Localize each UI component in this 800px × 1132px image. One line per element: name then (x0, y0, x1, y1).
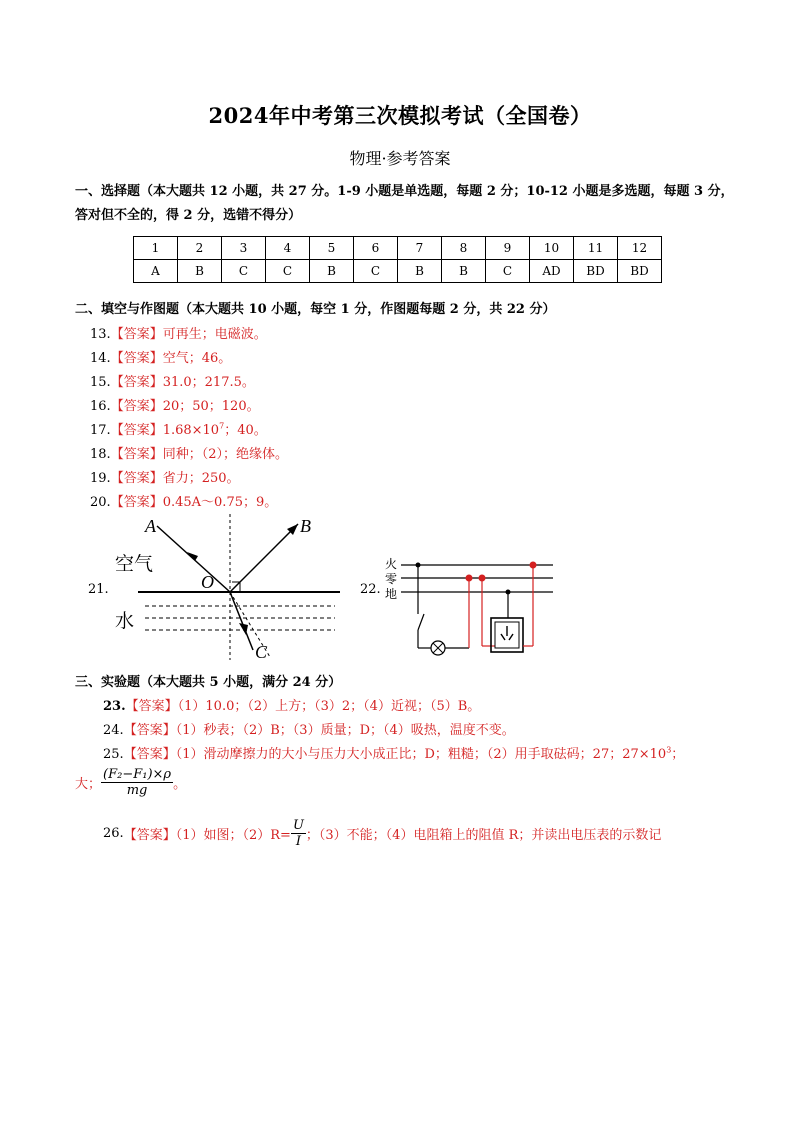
section3-heading: 三、实验题（本大题共 5 小题，满分 24 分） (75, 675, 342, 690)
answer-text: 同种；（2）；绝缘体。 (162, 447, 288, 462)
answer-text: 1.68×10 (162, 423, 220, 438)
answer-text: ；40。 (224, 423, 267, 438)
answer-text: 31.0；217.5。 (162, 375, 255, 390)
fraction-denominator: I (295, 834, 301, 849)
refraction-diagram (105, 512, 345, 662)
table-cell: 12 (618, 237, 662, 260)
figure22-number: 22. (360, 582, 381, 597)
table-cell: 4 (266, 237, 310, 260)
table-cell: BD (574, 260, 618, 283)
answer-text: ；（3）不能；（4）电阻箱上的阻值 R；并读出电压表的示数记 (305, 828, 662, 843)
table-cell: 1 (134, 237, 178, 260)
section1-heading-line1: 一、选择题（本大题共 12 小题，共 27 分。1-9 小题是单选题，每题 2 分；10-12 小题是多选题，每题 3 分， (75, 184, 734, 199)
table-cell: 5 (310, 237, 354, 260)
water-label: 水 (115, 610, 135, 632)
answer-tag: 【答案】 (110, 375, 163, 390)
answer-item (90, 371, 255, 390)
table-cell: 8 (442, 237, 486, 260)
table-cell: BD (618, 260, 662, 283)
table-cell: 6 (354, 237, 398, 260)
table-cell: C (486, 260, 530, 283)
answer-tag: 【答案】 (110, 471, 163, 486)
answer-tag: 【答案】 (110, 327, 163, 342)
answer-text: （1）如图；（2）R= (175, 828, 291, 843)
table-cell: B (398, 260, 442, 283)
answer-table (133, 236, 662, 283)
fraction-numerator: U (292, 818, 304, 833)
fraction-numerator: (F₂−F₁)×ρ (103, 767, 172, 782)
answer-item (90, 323, 267, 342)
answer-tag: 【答案】 (110, 447, 163, 462)
answer-tag: 【答案】 (125, 699, 178, 714)
label-a: A (145, 516, 156, 536)
answer-item (103, 719, 515, 738)
answer-text: （1）10.0；（2）上方；（3）2；（4）近视；（5）B。 (177, 699, 481, 714)
table-cell: B (178, 260, 222, 283)
exponent: 7 (219, 421, 225, 431)
question-number: 26. (103, 826, 124, 841)
answer-tag: 【答案】 (110, 399, 163, 414)
live-wire-label: 火 (385, 557, 398, 571)
circuit-diagram (383, 556, 558, 661)
question-number: 16. (90, 399, 111, 414)
table-cell: 7 (398, 237, 442, 260)
answer-table-number-row (134, 237, 662, 260)
table-cell: AD (530, 260, 574, 283)
answer-text: （1）秒表；（2）B；（3）质量；D；（4）吸热，温度不变。 (175, 723, 515, 738)
answer-text: （1）滑动摩擦力的大小与压力大小成正比；D；粗糙；（2）用手取砝码；27；27×10 (175, 747, 667, 762)
answer-text: 0.45A～0.75；9。 (162, 495, 278, 510)
answer-text: 大； (75, 777, 102, 792)
arrow-icon (187, 552, 198, 561)
fraction-denominator: mg (126, 783, 148, 798)
label-c: C (255, 642, 268, 662)
ground-wire-label: 地 (385, 587, 398, 601)
section1-heading-line2: 答对但不全的，得 2 分，选错不得分） (75, 208, 302, 223)
question-number: 14. (90, 351, 111, 366)
answer-tag: 【答案】 (110, 351, 163, 366)
answer-item (90, 347, 231, 366)
answer-text: ； (671, 747, 685, 762)
fraction (101, 767, 173, 798)
answer-text: 可再生；电磁波。 (162, 327, 267, 342)
answer-text: 。 (173, 777, 187, 792)
question-number: 13. (90, 327, 111, 342)
answer-item-continued (75, 767, 186, 798)
table-cell: B (442, 260, 486, 283)
answer-tag: 【答案】 (110, 495, 163, 510)
page-subtitle: 物理·参考答案 (349, 149, 451, 168)
answer-item (103, 818, 661, 849)
question-number: 20. (90, 495, 111, 510)
table-cell: C (222, 260, 266, 283)
fraction (291, 818, 306, 849)
answer-text: 省力；250。 (162, 471, 240, 486)
table-cell: C (266, 260, 310, 283)
answer-item (90, 395, 260, 414)
section2-heading: 二、填空与作图题（本大题共 10 小题，每空 1 分，作图题每题 2 分，共 22 分） (75, 302, 556, 317)
question-number: 18. (90, 447, 111, 462)
table-cell: 11 (574, 237, 618, 260)
page-title: 2024年中考第三次模拟考试（全国卷） (208, 103, 592, 128)
table-cell: A (134, 260, 178, 283)
answer-item (103, 695, 480, 714)
air-label: 空气 (115, 553, 154, 575)
answer-text: 空气；46。 (162, 351, 232, 366)
socket-pin (509, 634, 513, 640)
neutral-wire-label: 零 (385, 572, 398, 586)
figure21-number: 21. (88, 582, 109, 597)
answer-item (90, 467, 240, 486)
socket-pin (501, 634, 505, 640)
answer-item (90, 419, 267, 438)
table-cell: 3 (222, 237, 266, 260)
refracted-ray (230, 592, 253, 650)
answer-item (90, 491, 277, 510)
answer-tag: 【答案】 (123, 723, 176, 738)
table-cell: C (354, 260, 398, 283)
question-number: 24. (103, 723, 124, 738)
answer-tag: 【答案】 (123, 828, 176, 843)
table-cell: 9 (486, 237, 530, 260)
answer-tag: 【答案】 (123, 747, 176, 762)
answer-tag: 【答案】 (110, 423, 163, 438)
answer-item (103, 743, 684, 762)
answer-item (90, 443, 288, 462)
red-junction-dot (466, 575, 473, 582)
table-cell: B (310, 260, 354, 283)
question-number: 25. (103, 747, 124, 762)
label-o: O (201, 572, 214, 592)
switch-icon (418, 614, 424, 630)
exponent: 3 (666, 745, 672, 755)
answer-table-answer-row (134, 260, 662, 283)
table-cell: 2 (178, 237, 222, 260)
answer-text: 20；50；120。 (162, 399, 260, 414)
question-number: 19. (90, 471, 111, 486)
question-number: 15. (90, 375, 111, 390)
label-b: B (300, 516, 311, 536)
question-number: 23. (103, 699, 126, 714)
table-cell: 10 (530, 237, 574, 260)
question-number: 17. (90, 423, 111, 438)
